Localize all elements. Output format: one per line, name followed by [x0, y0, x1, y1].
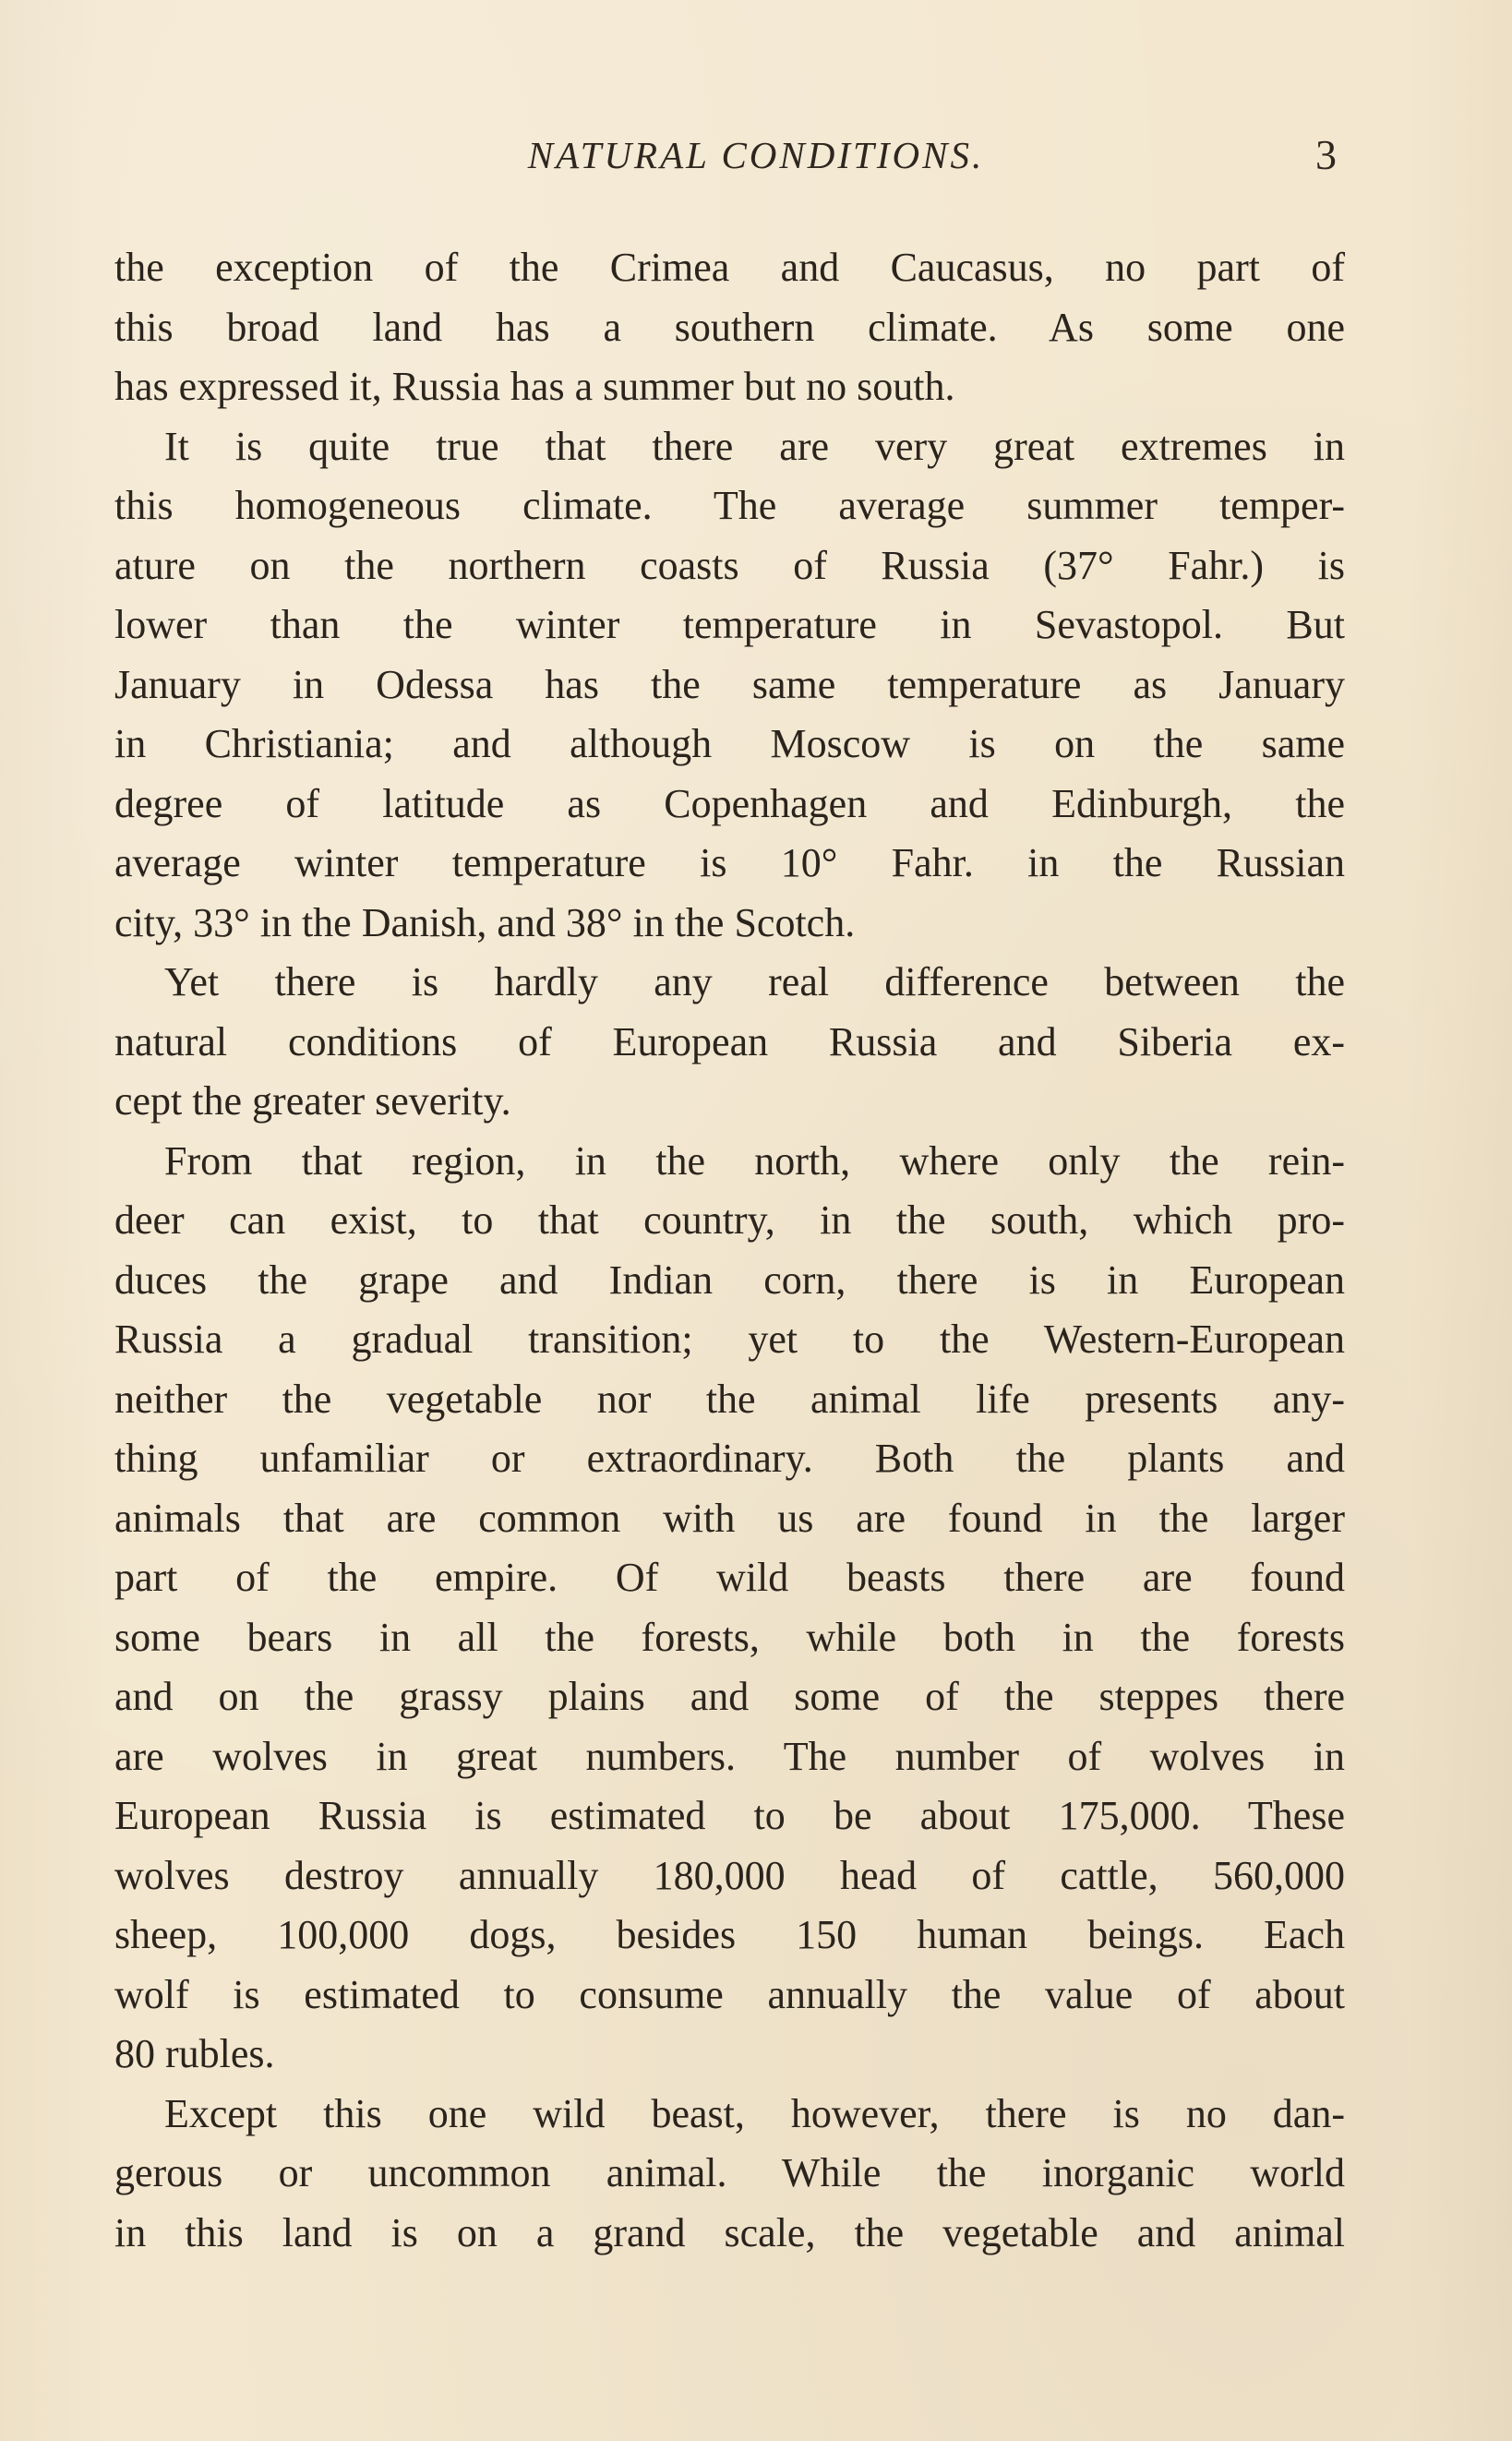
- paragraph-animals: [114, 2085, 1345, 2264]
- paragraph-climate-extremes: [114, 417, 1345, 954]
- text-line: wolf is estimated to consume annually the value of about: [114, 1971, 1345, 2017]
- text-line: ature on the northern coasts of Russia (37° Fahr.) is: [114, 542, 1345, 588]
- text-line: degree of latitude as Copenhagen and Edinburgh, the: [114, 780, 1345, 826]
- text-line: natural conditions of European Russia and Siberia ex-: [114, 1018, 1345, 1064]
- text-line: lower than the winter temperature in Sevastopol. But: [114, 602, 1345, 647]
- text-line: has expressed it, Russia has a summer but no south.: [114, 364, 955, 409]
- text-line: It is quite true that there are very great extremes in: [164, 423, 1345, 469]
- text-line: duces the grape and Indian corn, there is in European: [114, 1257, 1345, 1303]
- running-header: [0, 127, 1512, 183]
- text-line: Russia a gradual transition; yet to the Western-European: [114, 1317, 1345, 1362]
- text-line: cept the greater severity.: [114, 1078, 511, 1124]
- text-line: gerous or uncommon animal. While the inorganic world: [114, 2150, 1345, 2195]
- text-line: wolves destroy annually 180,000 head of cattle, 560,000: [114, 1852, 1345, 1898]
- text-line: January in Odessa has the same temperature as January: [114, 661, 1345, 707]
- text-line: sheep, 100,000 dogs, besides 150 human beings. Each: [114, 1912, 1345, 1957]
- text-line: European Russia is estimated to be about 175,000. These: [114, 1793, 1345, 1838]
- text-line: and on the grassy plains and some of the steppes there: [114, 1674, 1345, 1719]
- text-line: this broad land has a southern climate. As some one: [114, 304, 1345, 350]
- text-line: neither the vegetable nor the animal life presents any-: [114, 1376, 1345, 1422]
- text-line: 80 rubles.: [114, 2031, 275, 2076]
- text-line: the exception of the Crimea and Caucasus, no part of: [114, 245, 1345, 290]
- body-text: [114, 238, 1345, 2263]
- running-title: NATURAL CONDITIONS.: [527, 134, 985, 176]
- text-line: city, 33° in the Danish, and 38° in the Scotch.: [114, 899, 856, 945]
- text-line: in Christiania; and although Moscow is on the same: [114, 721, 1345, 766]
- paragraph-wildlife: [114, 1132, 1345, 2085]
- text-line: thing unfamiliar or extraordinary. Both the plants and: [114, 1436, 1345, 1481]
- text-line: average winter temperature is 10° Fahr. in the Russian: [114, 840, 1345, 885]
- paragraph-continuation: [114, 238, 1345, 417]
- paragraph-siberia: [114, 953, 1345, 1132]
- page-number: 3: [1315, 131, 1337, 178]
- text-line: this homogeneous climate. The average summer temper-: [114, 483, 1345, 528]
- text-line: From that region, in the north, where only the rein-: [164, 1137, 1345, 1184]
- text-line: deer can exist, to that country, in the south, which pro-: [114, 1197, 1345, 1243]
- text-line: animals that are common with us are found in the larger: [114, 1495, 1345, 1541]
- text-line: Except this one wild beast, however, there is no dan-: [164, 2090, 1345, 2136]
- text-line: some bears in all the forests, while both in the forests: [114, 1614, 1345, 1660]
- text-line: in this land is on a grand scale, the vegetable and animal: [114, 2209, 1345, 2255]
- text-line: Yet there is hardly any real difference between the: [164, 959, 1345, 1004]
- text-line: are wolves in great numbers. The number of wolves in: [114, 1733, 1345, 1779]
- text-line: part of the empire. Of wild beasts there are found: [114, 1555, 1345, 1600]
